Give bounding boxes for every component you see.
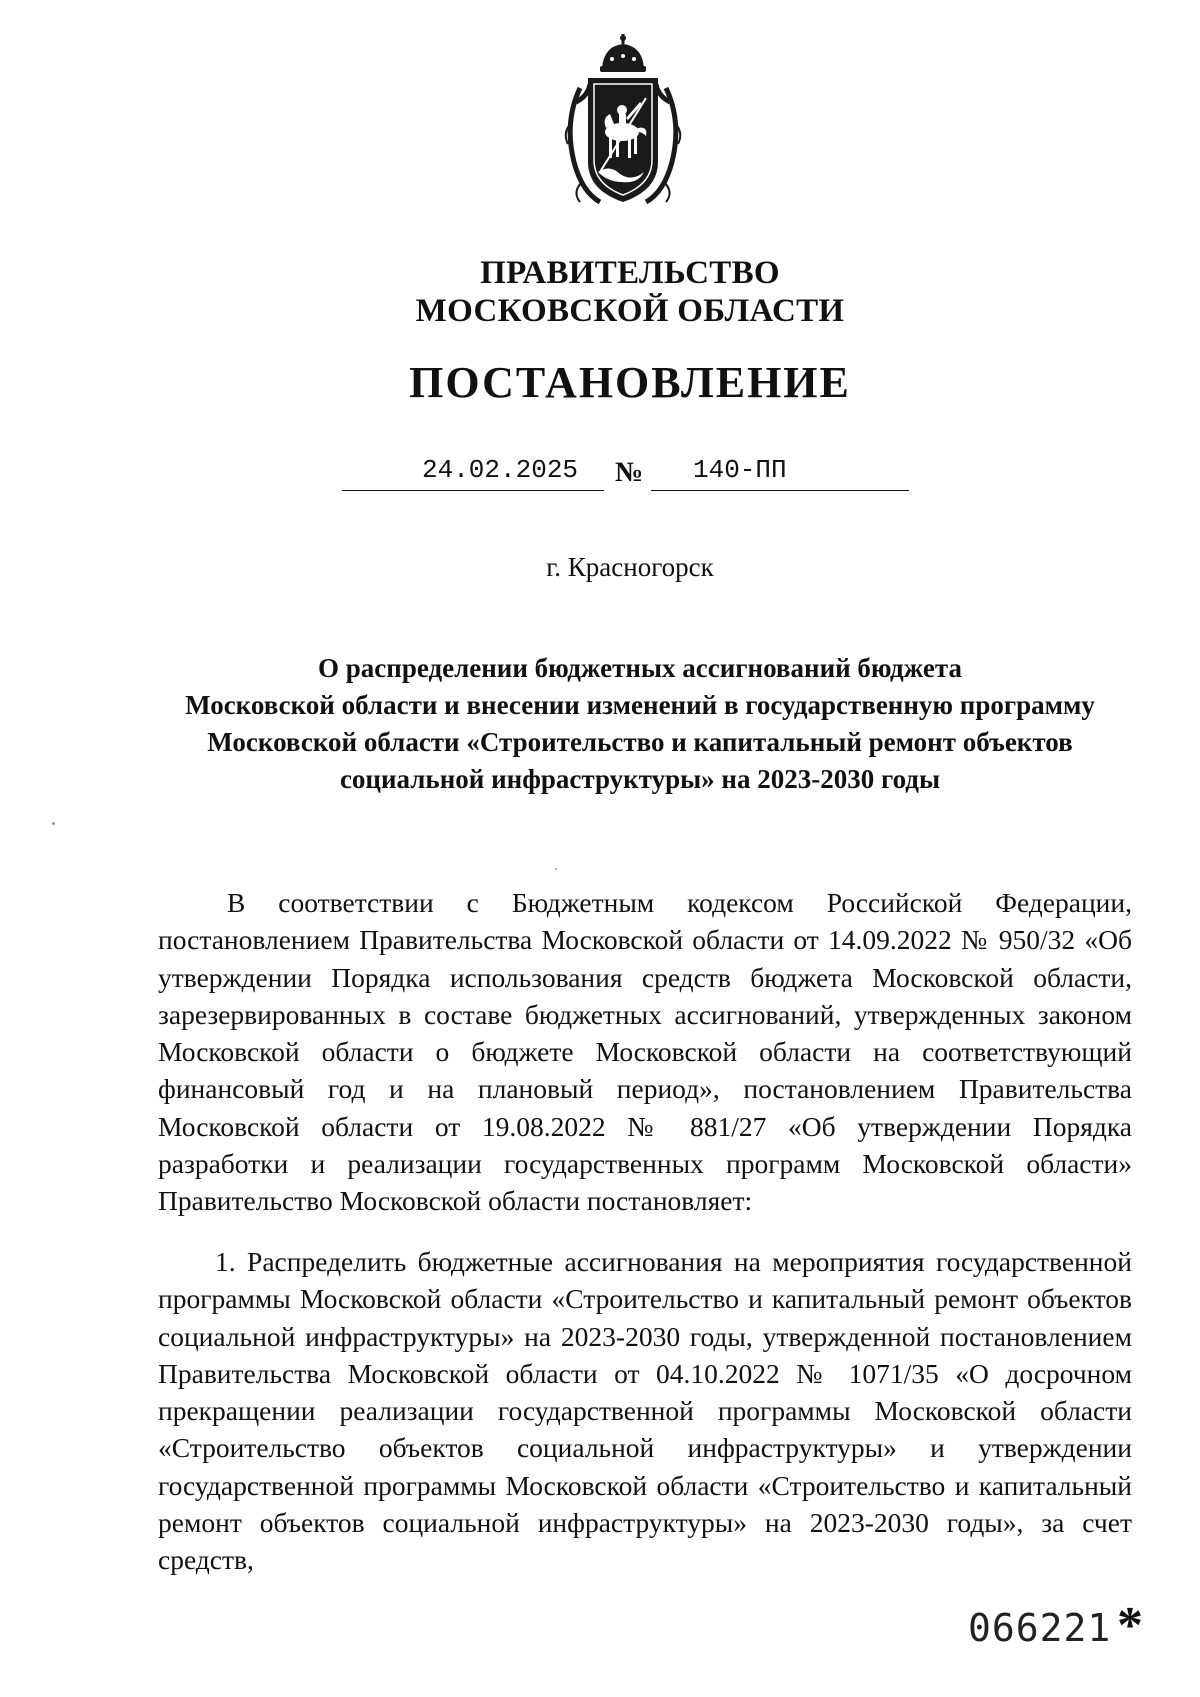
document-date: 24.02.2025 <box>422 455 579 485</box>
moscow-oblast-coat-of-arms-icon <box>560 32 686 210</box>
subject-line: социальной инфраструктуры» на 2023-2030 годы <box>339 764 941 794</box>
city-name: г. Красногорск <box>546 552 714 582</box>
registration-line <box>342 455 912 495</box>
subject-line: О распределении бюджетных ассигнований бюджета <box>318 653 962 683</box>
date-underline <box>342 490 604 491</box>
number-sign: № <box>615 457 644 488</box>
document-type-title: ПОСТАНОВЛЕНИЕ <box>409 358 851 407</box>
asterisk-mark: * <box>1117 1597 1143 1654</box>
scan-speck <box>555 868 557 870</box>
organization-name-line1: ПРАВИТЕЛЬСТВО <box>480 255 780 291</box>
body-paragraph-item-1: 1. Распределить бюджетные ассигнования на мероприятия государственной программы Московской области «Строительство и капитальный ремонт объектов социальной инфраструктуры» на 2023-2030 годы, утвержденной постановлением Правительства Московской области от 04.10.2022 № 1071/35 «О досрочном прекращении реализации государственной программы Московской области «Строительство объектов социальной инфраструктуры» и утверждении государственной программы Московской области «Строительство и капитальный ремонт объектов социальной инфраструктуры» на 2023-2030 годы», за счет средств, <box>158 1246 1132 1576</box>
document-subject <box>150 650 1130 798</box>
serial-number: 066221 <box>968 1606 1112 1650</box>
document-number: 140-ПП <box>693 455 787 485</box>
number-underline <box>651 490 909 491</box>
body-paragraph-preamble: В соответствии с Бюджетным кодексом Российской Федерации, постановлением Правительства Московской области от 14.09.2022 № 950/32 «Об утверждении Порядка использования средств бюджета Московской области, зарезервированных в составе бюджетных ассигнований, утвержденных законом Московской области о бюджете Московской области на соответствующий финансовый год и на плановый период», постановлением Правительства Московской области от 19.08.2022 № 881/27 «Об утверждении Порядка разработки и реализации государственных программ Московской области» Правительство Московской области постановляет: <box>158 887 1132 1217</box>
organization-name-line2: МОСКОВСКОЙ ОБЛАСТИ <box>415 293 845 329</box>
subject-line: Московской области и внесении изменений в государственную программу <box>185 690 1095 720</box>
subject-line: Московской области «Строительство и капитальный ремонт объектов <box>207 727 1073 757</box>
scan-speck <box>52 822 55 825</box>
